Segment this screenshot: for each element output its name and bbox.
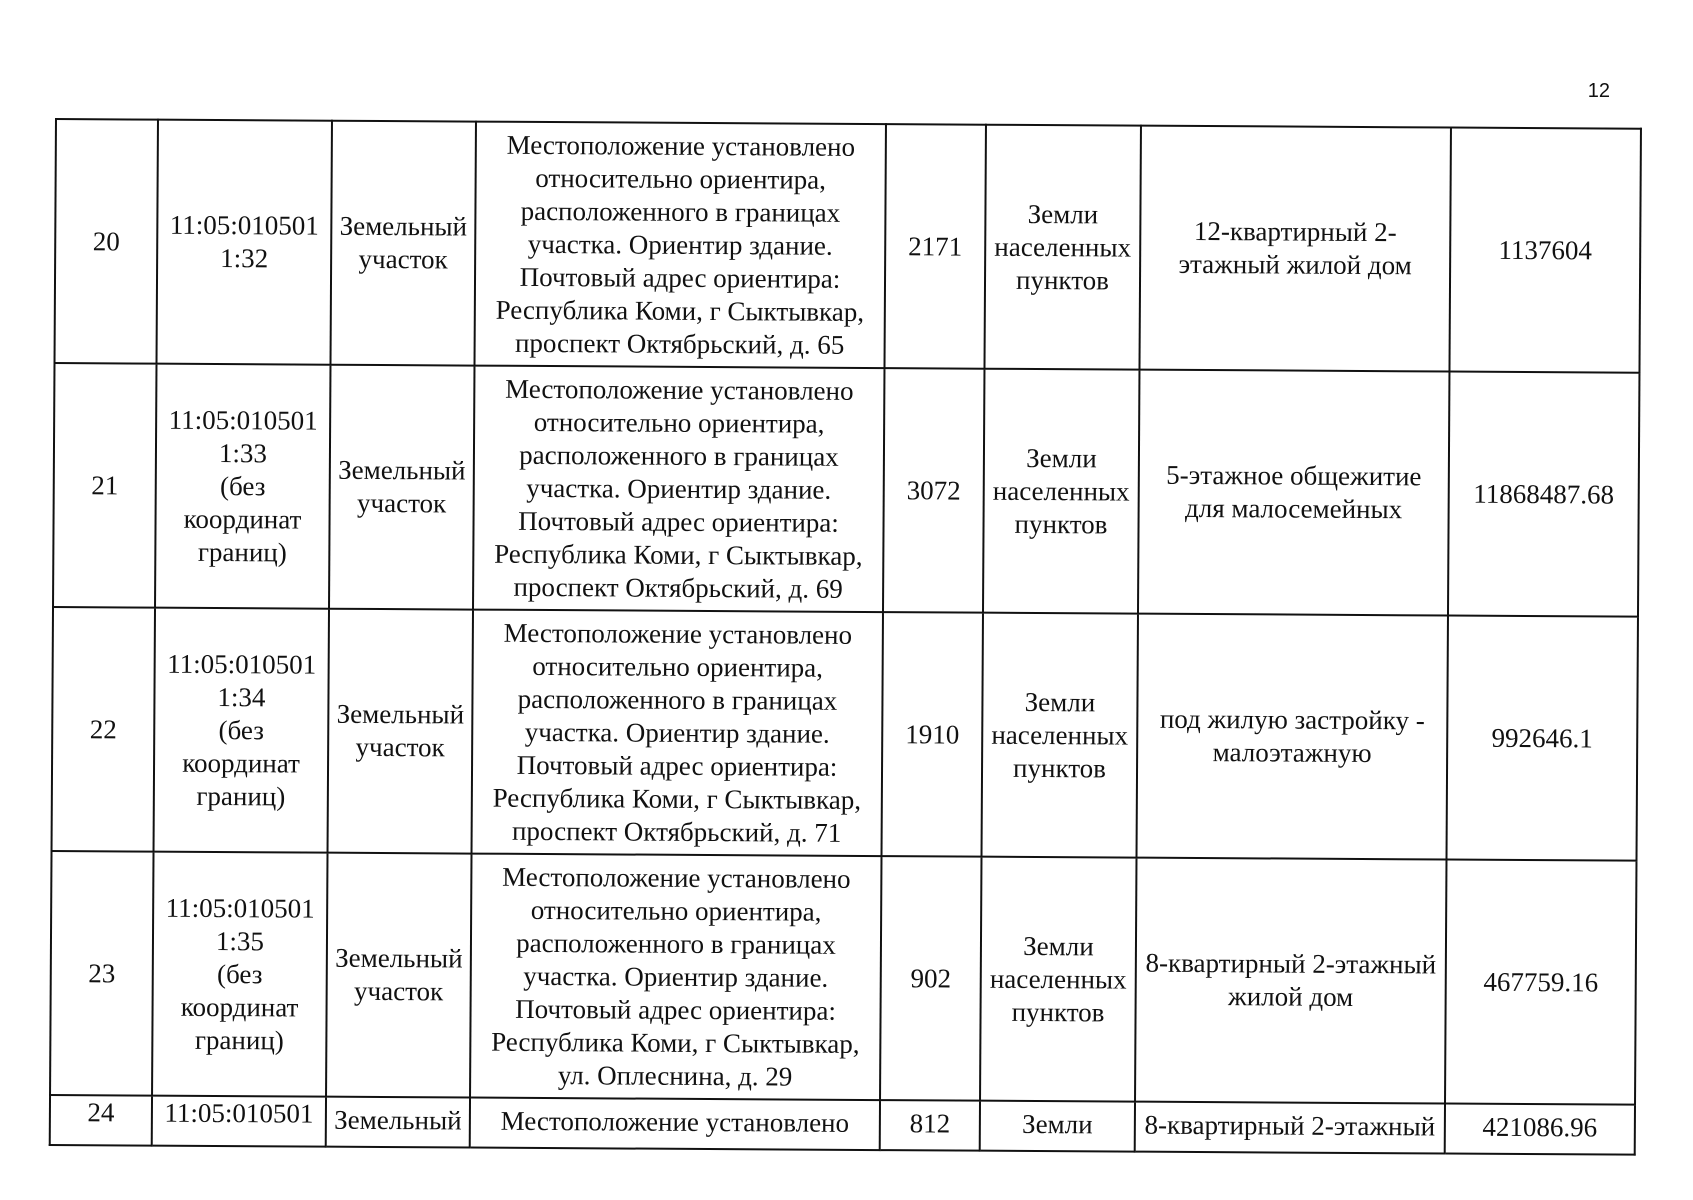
land-category-cell: Земли населенных пунктов — [983, 369, 1139, 614]
object-type-cell: Земельный участок — [330, 121, 475, 366]
land-category-cell: Земли населенных пунктов — [980, 857, 1136, 1102]
permitted-use-cell: под жилую застройку - малоэтажную — [1137, 614, 1448, 860]
area-cell: 2171 — [884, 124, 985, 369]
cadastral-value-cell: 992646.1 — [1446, 616, 1637, 861]
table-row — [50, 1095, 1635, 1155]
object-type-cell: Земельный участок — [328, 609, 473, 854]
table-row — [53, 363, 1639, 617]
cadastral-value-cell: 11868487.68 — [1448, 372, 1639, 617]
row-number-cell: 22 — [52, 607, 155, 852]
page-number: 12 — [1587, 80, 1610, 102]
cadastral-value-cell: 1137604 — [1449, 128, 1640, 373]
object-type-cell: Земельный — [326, 1097, 470, 1148]
area-cell: 812 — [880, 1100, 980, 1151]
table-row — [52, 607, 1638, 861]
permitted-use-cell: 12-квартирный 2- этажный жилой дом — [1139, 126, 1450, 372]
location-cell: Местоположение установлено относительно ориентира, расположенного в границах участка. Ориентир здание. Почтовый адрес ориентира: Республика Коми, г Сыктывкар, проспект Октябрьский, д. 71 — [472, 610, 883, 856]
cadastral-value-cell: 421086.96 — [1445, 1104, 1635, 1155]
location-cell: Местоположение установлено относительно ориентира, расположенного в границах участка. Ориентир здание. Почтовый адрес ориентира: Республика Коми, г Сыктывкар, ул. Оплеснина, д. 29 — [470, 854, 881, 1100]
row-number-cell: 23 — [50, 851, 153, 1096]
area-cell: 902 — [880, 856, 981, 1101]
row-number-cell: 21 — [53, 363, 156, 608]
cadastral-value-cell: 467759.16 — [1445, 860, 1636, 1105]
location-cell: Местоположение установлено — [470, 1098, 880, 1151]
row-number-cell: 20 — [55, 119, 158, 364]
cadastral-number-cell: 11:05:010501 — [152, 1096, 326, 1147]
object-type-cell: Земельный участок — [326, 853, 471, 1098]
permitted-use-cell: 8-квартирный 2-этажный жилой дом — [1135, 858, 1446, 1104]
land-category-cell: Земли населенных пунктов — [984, 125, 1140, 370]
cadastral-number-cell: 11:05:010501 1:33 (без координат границ) — [155, 364, 330, 609]
location-cell: Местоположение установлено относительно ориентира, расположенного в границах участка. Ориентир здание. Почтовый адрес ориентира: Республика Коми, г Сыктывкар, проспект Октябрьский, д. 69 — [473, 366, 884, 612]
permitted-use-cell: 8-квартирный 2-этажный — [1135, 1102, 1445, 1154]
cadastral-number-cell: 11:05:010501 1:34 (без координат границ) — [154, 608, 329, 853]
table-row — [55, 119, 1641, 373]
permitted-use-cell: 5-этажное общежитие для малосемейных — [1138, 370, 1449, 616]
location-cell: Местоположение установлено относительно ориентира, расположенного в границах участка. Ориентир здание. Почтовый адрес ориентира: Республика Коми, г Сыктывкар, проспект Октябрьский, д. 65 — [474, 122, 885, 368]
cadastral-number-cell: 11:05:010501 1:32 — [157, 120, 332, 365]
object-type-cell: Земельный участок — [329, 365, 474, 610]
area-cell: 3072 — [883, 368, 984, 613]
land-category-cell: Земли — [980, 1101, 1135, 1152]
cadastral-number-cell: 11:05:010501 1:35 (без координат границ) — [152, 852, 327, 1097]
land-category-cell: Земли населенных пунктов — [982, 613, 1138, 858]
row-number-cell: 24 — [50, 1095, 152, 1146]
area-cell: 1910 — [882, 612, 983, 857]
land-plot-registry-table — [49, 118, 1642, 1156]
table-row — [50, 851, 1636, 1105]
